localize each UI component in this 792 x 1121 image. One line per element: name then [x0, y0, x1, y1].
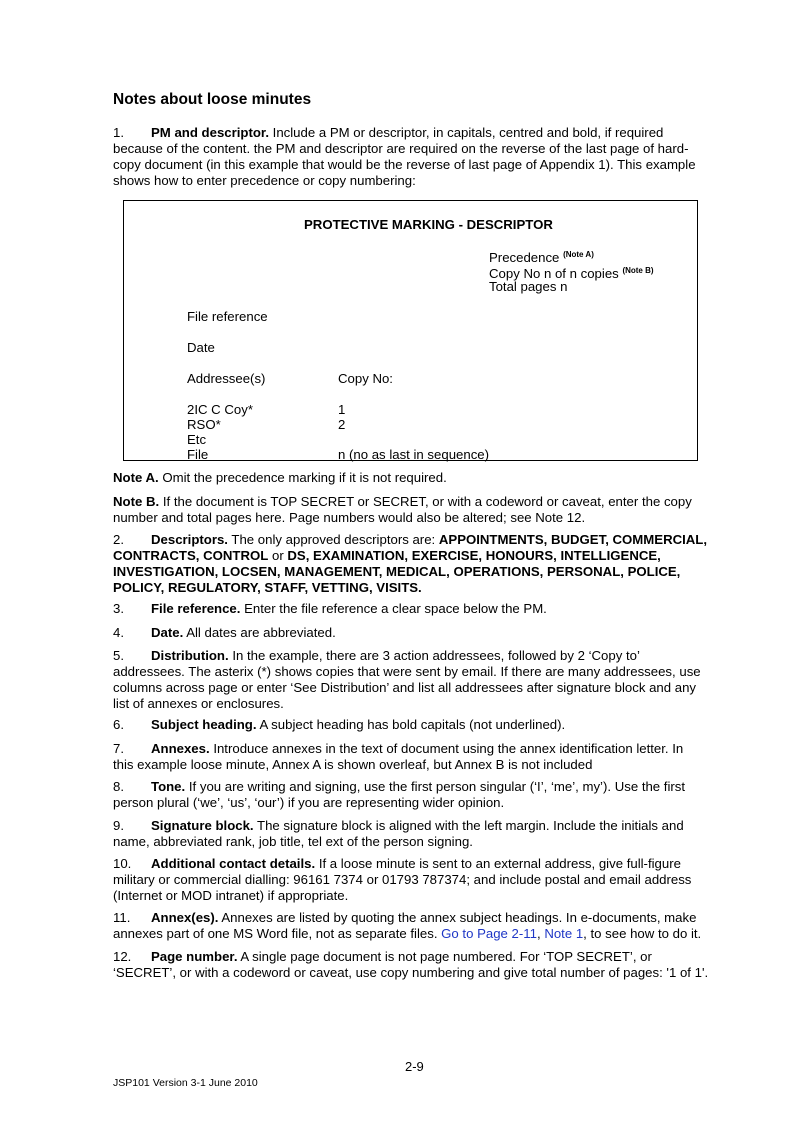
note-text: In the example, there are 3 action addressees, followed by 2 ‘Copy to’	[232, 648, 640, 663]
note-text: If the document is TOP SECRET or SECRET, or with a codeword or caveat, enter the copy	[162, 494, 692, 509]
note-text: copy document (in this example that would be the reverse of last page of Appendix 1). This example	[113, 157, 696, 172]
note-text: (Internet or MOD intranet) if appropriate.	[113, 888, 349, 903]
note-title: File reference.	[151, 601, 241, 616]
addressee-name: Etc	[187, 432, 207, 447]
comma: ,	[536, 926, 541, 941]
note-8	[113, 779, 723, 811]
note-number: 1.	[113, 125, 124, 140]
note-text: ‘SECRET’, or with a codeword or caveat, use copy numbering and give total number of pages: '1 of 1'.	[113, 965, 709, 980]
note-number: 9.	[113, 818, 124, 833]
note-number: 8.	[113, 779, 124, 794]
note-title: PM and descriptor.	[151, 125, 269, 140]
note-text: or	[271, 548, 284, 563]
note-text: number and total pages here. Page numbers would also be altered; see Note 12.	[113, 510, 586, 525]
note-number: 10.	[113, 856, 132, 871]
file-reference: File reference	[187, 309, 268, 324]
go-to-page-link[interactable]: Go to Page 2-11	[441, 926, 537, 941]
note-title: Subject heading.	[151, 717, 257, 732]
note-text: A subject heading has bold capitals (not underlined).	[259, 717, 566, 732]
note-text: annexes part of one MS Word file, not as separate files.	[113, 926, 438, 941]
note-title: Page number.	[151, 949, 238, 964]
note-number: 4.	[113, 625, 124, 640]
note-title: Distribution.	[151, 648, 229, 663]
descriptor-list: POLICY, REGULATORY, STAFF, VETTING, VISITS.	[113, 580, 422, 595]
descriptor-list: CONTRACTS, CONTROL	[113, 548, 269, 563]
addressee-copy: n (no as last in sequence)	[338, 447, 490, 462]
note-text: Annexes are listed by quoting the annex subject headings. In e-documents, make	[221, 910, 697, 925]
note-text: person plural (‘we’, ‘us’, ‘our’) if you are representing wider opinion.	[113, 795, 505, 810]
addressees-label: Addressee(s)	[187, 371, 266, 386]
note-text: military or commercial dialling: 96161 7374 or 01793 787374; and include postal and email address	[113, 872, 692, 887]
note-title: Annex(es).	[151, 910, 219, 925]
note-number: 2.	[113, 532, 124, 547]
note-text: All dates are abbreviated.	[186, 625, 336, 640]
note-number: 11.	[113, 910, 131, 925]
note-11	[113, 910, 723, 942]
total-pages: Total pages n	[489, 279, 568, 294]
note-title: Additional contact details.	[151, 856, 316, 871]
note-title: Signature block.	[151, 818, 254, 833]
descriptor-list: APPOINTMENTS, BUDGET, COMMERCIAL,	[438, 532, 708, 547]
footer-text: JSP101 Version 3-1 June 2010	[113, 1077, 258, 1089]
note-1-link[interactable]: Note 1	[544, 926, 584, 941]
note-text: If you are writing and signing, use the first person singular (‘I’, ‘me’, my’). Use the first	[188, 779, 686, 794]
note-ref: (Note A)	[563, 250, 594, 259]
addressee-copy: 2	[338, 417, 346, 432]
note-b	[113, 494, 723, 526]
page-heading: Notes about loose minutes	[113, 91, 312, 108]
note-text: name, abbreviated rank, job title, tel ext of the person signing.	[113, 834, 473, 849]
protective-marking: PROTECTIVE MARKING - DESCRIPTOR	[304, 217, 553, 232]
addressee-name: RSO*	[187, 417, 221, 432]
addressee-copy: 1	[338, 402, 346, 417]
copy-no-label: Copy No:	[338, 371, 393, 386]
copy-text: Copy No n of n copies	[489, 266, 619, 281]
note-title: Tone.	[151, 779, 186, 794]
note-title: Date.	[151, 625, 184, 640]
note-text: this example loose minute, Annex A is shown overleaf, but Annex B is not included	[113, 757, 593, 772]
note-label: Note B.	[113, 494, 160, 509]
note-text: shows how to enter precedence or copy numbering:	[113, 173, 416, 188]
note-title: Descriptors.	[151, 532, 228, 547]
note-text: The signature block is aligned with the left margin. Include the initials and	[257, 818, 684, 833]
note-text: If a loose minute is sent to an external address, give full-figure	[318, 856, 681, 871]
note-number: 6.	[113, 717, 124, 732]
note-number: 7.	[113, 741, 124, 756]
note-number: 3.	[113, 601, 124, 616]
note-text: list of annexes or enclosures.	[113, 696, 284, 711]
note-6	[113, 717, 723, 733]
note-2	[113, 532, 723, 596]
note-9	[113, 818, 723, 850]
precedence-text: Precedence	[489, 250, 560, 265]
note-text: because of the content. the PM and descriptor are required on the reverse of the last page of hard-	[113, 141, 689, 156]
note-a	[113, 470, 723, 486]
note-text: Include a PM or descriptor, in capitals, centred and bold, if required	[272, 125, 664, 140]
note-ref: (Note B)	[622, 266, 654, 275]
note-10	[113, 856, 723, 904]
note-text: , to see how to do it.	[583, 926, 702, 941]
page-number: 2-9	[405, 1059, 424, 1074]
note-5	[113, 648, 723, 712]
addressee-name: File	[187, 447, 209, 462]
note-text: The only approved descriptors are:	[231, 532, 436, 547]
descriptor-list: INVESTIGATION, LOCSEN, MANAGEMENT, MEDICAL, OPERATIONS, PERSONAL, POLICE,	[113, 564, 681, 579]
date-label: Date	[187, 340, 215, 355]
note-text: Enter the file reference a clear space below the PM.	[244, 601, 547, 616]
note-text: Introduce annexes in the text of document using the annex identification letter. In	[213, 741, 684, 756]
descriptor-list: DS, EXAMINATION, EXERCISE, HONOURS, INTELLIGENCE,	[287, 548, 661, 563]
addressee-name: 2IC C Coy*	[187, 402, 253, 417]
note-1	[113, 125, 723, 189]
note-text: Omit the precedence marking if it is not required.	[162, 470, 447, 485]
note-3	[113, 601, 723, 617]
note-12	[113, 949, 723, 981]
note-4	[113, 625, 723, 641]
note-label: Note A.	[113, 470, 159, 485]
note-7	[113, 741, 723, 773]
note-text: addressees. The asterix (*) shows copies that were sent by email. If there are many addressees, use	[113, 664, 701, 679]
note-text: A single page document is not page numbered. For ‘TOP SECRET’, or	[240, 949, 652, 964]
example-box	[123, 200, 698, 461]
note-number: 12.	[113, 949, 132, 964]
note-title: Annexes.	[151, 741, 210, 756]
note-number: 5.	[113, 648, 124, 663]
note-text: columns across page or enter ‘See Distribution’ and list all addressees after signature block and any	[113, 680, 697, 695]
